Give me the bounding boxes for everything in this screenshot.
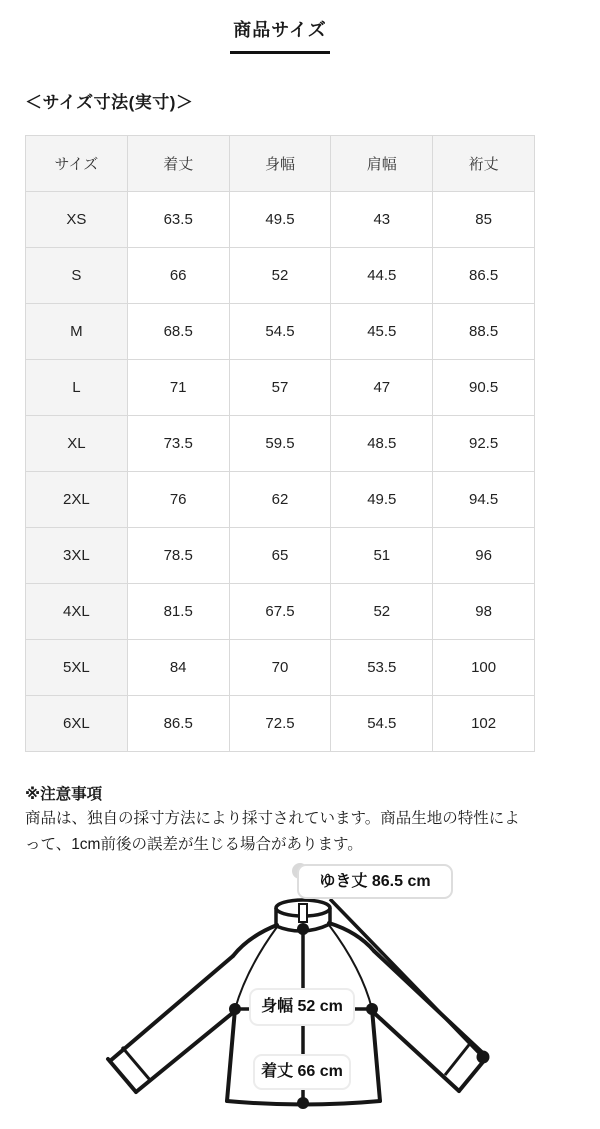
measurement-cell: 81.5 (127, 584, 229, 640)
measurement-cell: 59.5 (229, 416, 331, 472)
measurement-cell: 49.5 (331, 472, 433, 528)
size-table-head (26, 136, 535, 192)
column-header: 肩幅 (331, 136, 433, 192)
measurement-cell: 53.5 (331, 640, 433, 696)
measurement-cell: 86.5 (433, 248, 535, 304)
yuki-length-label: ゆき丈 86.5 cm (297, 864, 453, 899)
table-row (26, 192, 535, 248)
notes-section (25, 782, 535, 859)
measurement-cell: 47 (331, 360, 433, 416)
size-table-header-row (26, 136, 535, 192)
size-cell: L (26, 360, 128, 416)
measurement-cell: 94.5 (433, 472, 535, 528)
size-cell: 4XL (26, 584, 128, 640)
measurement-cell: 100 (433, 640, 535, 696)
size-cell: M (26, 304, 128, 360)
column-header: 着丈 (127, 136, 229, 192)
measurement-cell: 92.5 (433, 416, 535, 472)
table-row (26, 528, 535, 584)
size-cell: XS (26, 192, 128, 248)
measurement-cell: 85 (433, 192, 535, 248)
measurement-cell: 84 (127, 640, 229, 696)
table-row (26, 584, 535, 640)
size-table (25, 135, 535, 752)
table-row (26, 360, 535, 416)
size-table-body (26, 192, 535, 752)
measurement-cell: 70 (229, 640, 331, 696)
column-header: 身幅 (229, 136, 331, 192)
size-cell: 2XL (26, 472, 128, 528)
measurement-cell: 98 (433, 584, 535, 640)
column-header: 裄丈 (433, 136, 535, 192)
measurement-cell: 52 (229, 248, 331, 304)
measurement-cell: 48.5 (331, 416, 433, 472)
body-width-label: 身幅 52 cm (249, 988, 355, 1026)
measurement-cell: 43 (331, 192, 433, 248)
measurement-cell: 45.5 (331, 304, 433, 360)
collar-zip-notch (299, 904, 307, 922)
table-row (26, 304, 535, 360)
measurement-cell: 44.5 (331, 248, 433, 304)
measurement-cell: 66 (127, 248, 229, 304)
length-label: 着丈 66 cm (253, 1054, 351, 1090)
measurement-cell: 78.5 (127, 528, 229, 584)
measurement-cell: 71 (127, 360, 229, 416)
notes-heading: ※注意事項 (25, 786, 103, 803)
measurement-cell: 68.5 (127, 304, 229, 360)
table-row (26, 640, 535, 696)
size-cell: 3XL (26, 528, 128, 584)
measurement-cell: 57 (229, 360, 331, 416)
measurement-diagram (0, 861, 600, 1125)
section-heading: ＜サイズ寸法(実寸)＞ (25, 93, 194, 112)
measurement-cell: 65 (229, 528, 331, 584)
column-header: サイズ (26, 136, 128, 192)
measurement-cell: 62 (229, 472, 331, 528)
measurement-cell: 72.5 (229, 696, 331, 752)
yuki-length-line (330, 899, 483, 1057)
size-cell: S (26, 248, 128, 304)
title-block (25, 16, 535, 54)
notes-body: 商品は、独自の採寸方法により採寸されています。商品生地の特性によって、1cm前後の誤差が生じる場合があります。 (25, 810, 520, 854)
table-row (26, 696, 535, 752)
measurement-cell: 76 (127, 472, 229, 528)
measurement-cell: 96 (433, 528, 535, 584)
measurement-cell: 67.5 (229, 584, 331, 640)
measurement-cell: 102 (433, 696, 535, 752)
measurement-cell: 54.5 (229, 304, 331, 360)
page-title: 商品サイズ (230, 16, 330, 54)
size-cell: XL (26, 416, 128, 472)
size-cell: 6XL (26, 696, 128, 752)
table-row (26, 472, 535, 528)
measurement-cell: 52 (331, 584, 433, 640)
measurement-cell: 88.5 (433, 304, 535, 360)
size-guide-section (0, 16, 600, 859)
measurement-cell: 63.5 (127, 192, 229, 248)
measurement-cell: 86.5 (127, 696, 229, 752)
table-row (26, 416, 535, 472)
size-cell: 5XL (26, 640, 128, 696)
measurement-cell: 54.5 (331, 696, 433, 752)
measurement-cell: 90.5 (433, 360, 535, 416)
measurement-cell: 49.5 (229, 192, 331, 248)
measurement-cell: 51 (331, 528, 433, 584)
measurement-cell: 73.5 (127, 416, 229, 472)
table-row (26, 248, 535, 304)
